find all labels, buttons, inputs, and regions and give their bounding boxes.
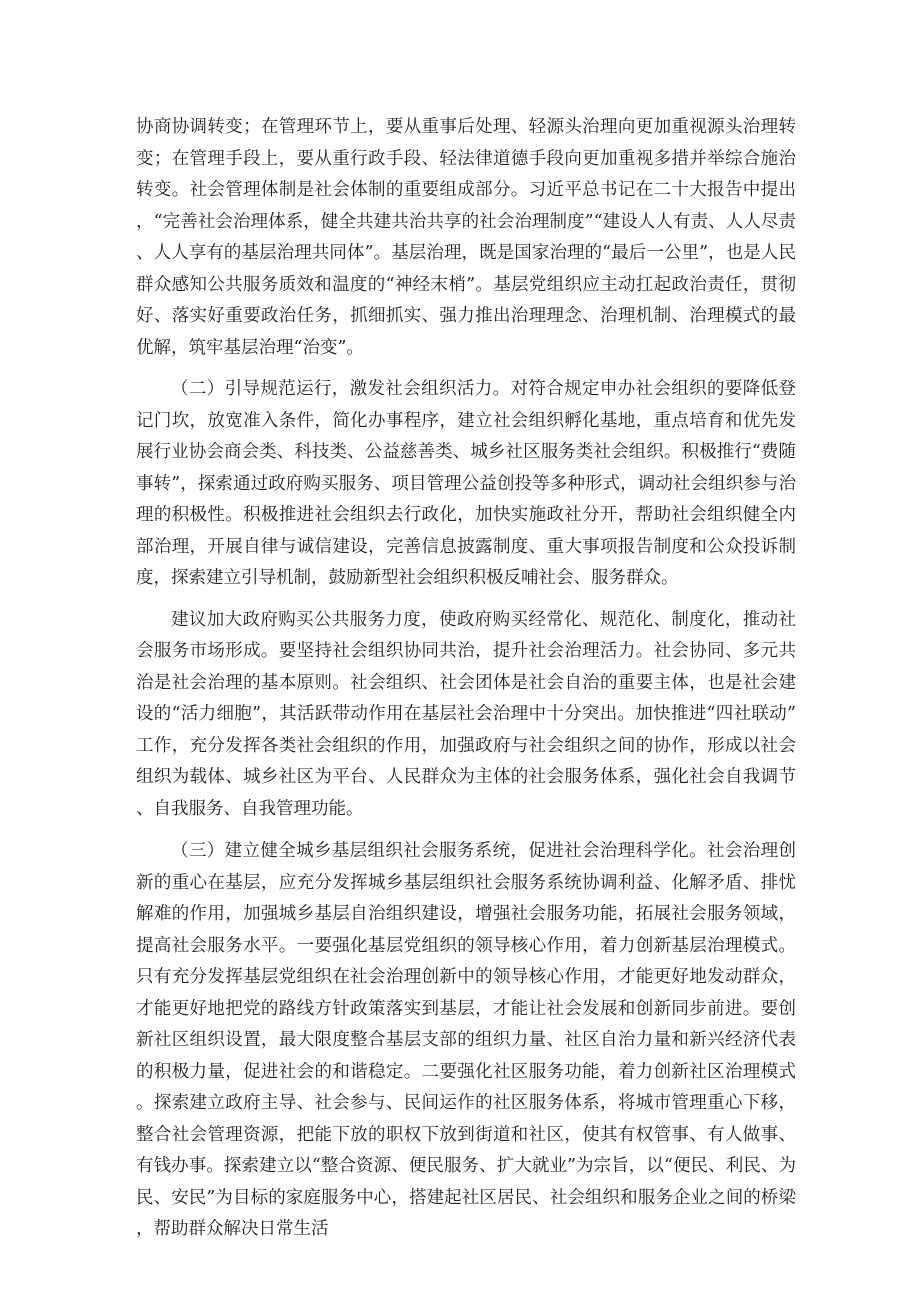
paragraph-2: （二）引导规范运行，激发社会组织活力。对符合规定申办社会组织的要降低登记门坎，放宽准入条件，简化办事程序，建立社会组织孵化基地，重点培育和优先发展行业协会商会类、科技类、公益慈善类、城乡社区服务类社会组织。积极推行“费随事转”，探索通过政府购买服务、项目管理公益创投等多种形式，调动社会组织参与治理的积极性。积极推进社会组织去行政化，加快实施政社分开，帮助社会组织健全内部治理，开展自律与诚信建设，完善信息披露制度、重大事项报告制度和公众投诉制度，探索建立引导机制，鼓励新型社会组织积极反哺社会、服务群众。	[136, 379, 796, 588]
paragraph-4: （三）建立健全城乡基层组织社会服务系统，促进社会治理科学化。社会治理创新的重心在基层，应充分发挥城乡基层组织社会服务系统协调利益、化解矛盾、排忧解难的作用，加强城乡基层自治组织建设，增强社会服务功能，拓展社会服务领域，提高社会服务水平。一要强化基层党组织的领导核心作用，着力创新基层治理模式。只有充分发挥基层党组织在社会治理创新中的领导核心作用，才能更好地发动群众，才能更好地把党的路线方针政策落实到基层，才能让社会发展和创新同步前进。要创新社区组织设置，最大限度整合基层支部的组织力量、社区自治力量和新兴经济代表的积极力量，促进社会的和谐稳定。二要强化社区服务功能，着力创新社区治理模式。探索建立政府主导、社会参与、民间运作的社区服务体系，将城市管理重心下移，整合社会管理资源，把能下放的职权下放到街道和社区，使其有权管事、有人做事、有钱办事。探索建立以“整合资源、便民服务、扩大就业”为宗旨，以“便民、利民、为民、安民”为目标的家庭服务中心，搭建起社区居民、社会组织和服务企业之间的桥梁，帮助群众解决日常生活	[136, 841, 796, 1239]
paragraph-1: 协商协调转变；在管理环节上，要从重事后处理、轻源头治理向更加重视源头治理转变；在管理手段上，要从重行政手段、轻法律道德手段向更加重视多措并举综合施治转变。社会管理体制是社会体制的重要组成部分。习近平总书记在二十大报告中提出，“完善社会治理体系，健全共建共治共享的社会治理制度”“建设人人有责、人人尽责、人人享有的基层治理共同体”。基层治理，既是国家治理的“最后一公里”，也是人民群众感知公共服务质效和温度的“神经末梢”。基层党组织应主动扛起政治责任，贯彻好、落实好重要政治任务，抓细抓实、强力推出治理理念、治理机制、治理模式的最优解，筑牢基层治理“治变”。	[136, 117, 796, 358]
paragraph-3: 建议加大政府购买公共服务力度，使政府购买经常化、规范化、制度化，推动社会服务市场形成。要坚持社会组织协同共治，提升社会治理活力。社会协同、多元共治是社会治理的基本原则。社会组织、社会团体是社会自治的重要主体，也是社会建设的“活力细胞”，其活跃带动作用在基层社会治理中十分突出。加快推进“四社联动”工作，充分发挥各类社会组织的作用，加强政府与社会组织之间的协作，形成以社会组织为载体、城乡社区为平台、人民群众为主体的社会服务体系，强化社会自我调节、自我服务、自我管理功能。	[136, 609, 796, 819]
document-body	[136, 112, 796, 1246]
